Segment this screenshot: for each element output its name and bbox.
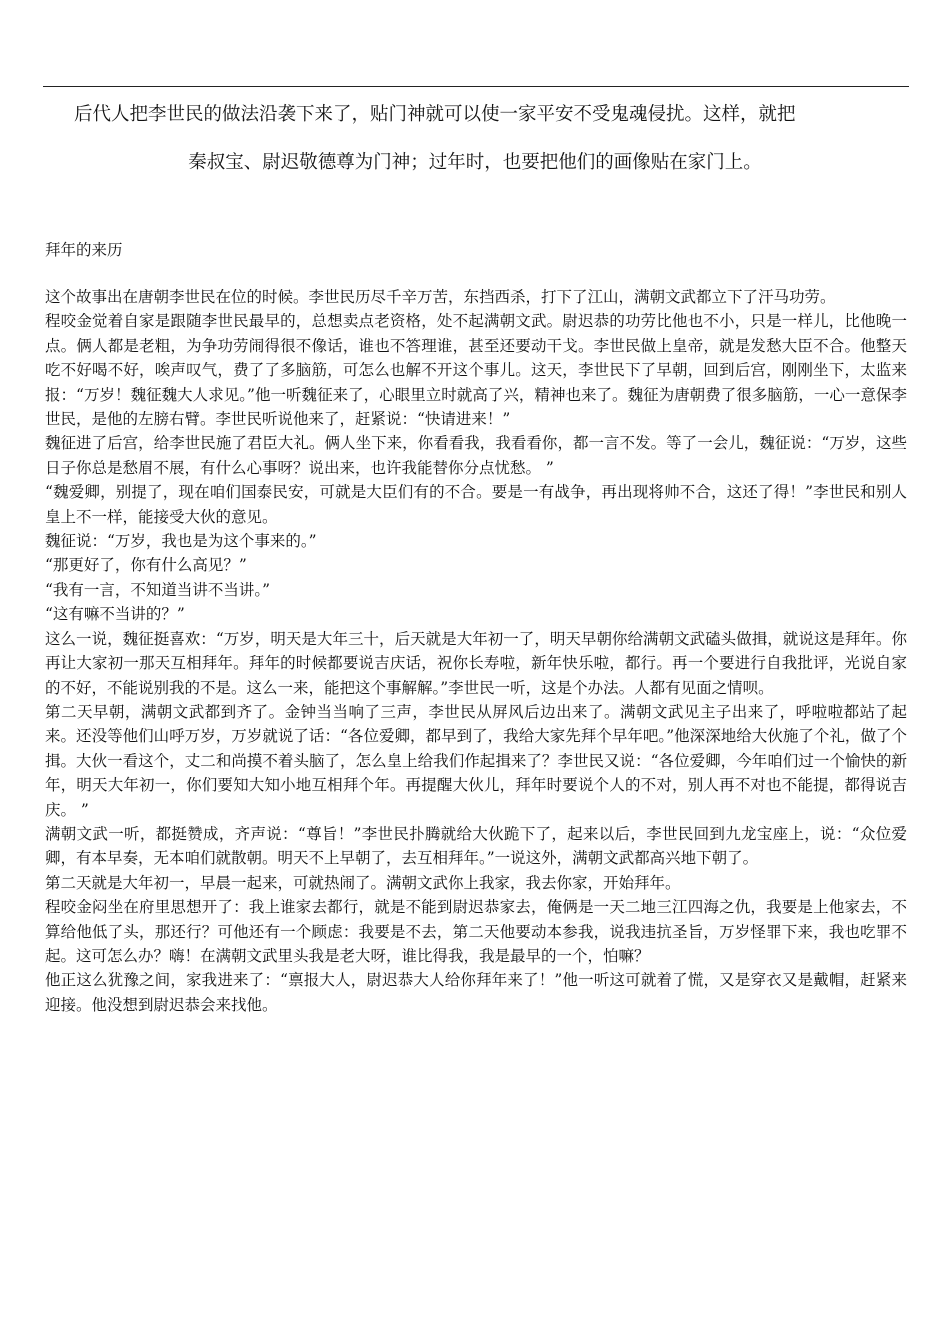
intro-line-1: 后代人把李世民的做法沿袭下来了，贴门神就可以使一家平安不受鬼魂侵扰。这样，就把 [74, 104, 796, 125]
paragraph: 这么一说，魏征挺喜欢：“万岁，明天是大年三十，后天就是大年初一了，明天早朝你给满朝文武磕头做揖，就说这是拜年。你再让大家初一那天互相拜年。拜年的时候都要说吉庆话，祝你长寿啦，新年快乐啦，都行。再一个要进行自我批评，光说自家的不好，不能说别我的不是。这么一来，能把这个事解解。”李世民一听，这是个办法。人都有见面之情呗。 [45, 629, 907, 697]
paragraph: 第二天早朝，满朝文武都到齐了。金钟当当响了三声，李世民从屏风后边出来了。满朝文武见主子出来了，呼啦啦都站了起来。还没等他们山呼万岁，万岁就说了话：“各位爱卿，都早到了，我给大家先拜个早年吧。”他深深地给大伙施了个礼，做了个揖。大伙一看这个，丈二和尚摸不着头脑了，怎么皇上给我们作起揖来了？李世民又说：“各位爱卿，今年咱们过一个愉快的新年，明天大年初一，你们要知大知小地互相拜个年。再提醒大伙儿，拜年时要说个人的不对，别人再不对也不能提，都得说吉庆。 ” [45, 702, 907, 819]
paragraph: 程咬金闷坐在府里思想开了：我上谁家去都行，就是不能到尉迟恭家去，俺俩是一天二地三江四海之仇，我要是上他家去，不算给他低了头，那还行？可他还有一个顾虑：我要是不去，第二天他要动本参我，说我违抗圣旨，万岁怪罪下来，我也吃罪不起。这可怎么办？嗨！在满朝文武里头我是老大呀，谁比得我，我是最早的一个，怕嘛？ [45, 898, 907, 965]
paragraph: 程咬金觉着自家是跟随李世民最早的，总想卖点老资格，处不起满朝文武。尉迟恭的功劳比他也不小，只是一样儿，比他晚一点。俩人都是老粗，为争功劳闹得很不像话，谁也不答理谁，甚至还要动干戈。李世民做上皇帝，就是发愁大臣不合。他整天吃不好喝不好，唉声叹气，费了了多脑筋，可怎么也解不开这个事儿。这天，李世民下了早朝，回到后宫，刚刚坐下，太监来报：“万岁！魏征魏大人求见。”他一听魏征来了，心眼里立时就高了兴，精神也来了。魏征为唐朝费了很多脑筋，一心一意保李世民，是他的左膀右臂。李世民听说他来了，赶紧说：“快请进来！” [45, 312, 907, 429]
top-divider-line [43, 86, 909, 87]
paragraph: 第二天就是大年初一，早晨一起来，可就热闹了。满朝文武你上我家，我去你家，开始拜年。 [45, 873, 681, 892]
paragraph: 魏征进了后宫，给李世民施了君臣大礼。俩人坐下来，你看看我，我看看你，都一言不发。等了一会儿，魏征说：“万岁，这些日子你总是愁眉不展，有什么心事呀？说出来，也许我能替你分点忧愁。 ” [45, 434, 907, 477]
paragraph: 他正这么犹豫之间，家我进来了：“禀报大人，尉迟恭大人给你拜年来了！”他一听这可就着了慌，又是穿衣又是戴帽，赶紧来迎接。他没想到尉迟恭会来找他。 [45, 971, 907, 1014]
paragraph: 魏征说：“万岁，我也是为这个事来的。” [45, 532, 317, 551]
intro-line-2: 秦叔宝、尉迟敬德尊为门神；过年时，也要把他们的画像贴在家门上。 [188, 152, 762, 173]
story-body [45, 285, 907, 1017]
paragraph: “那更好了，你有什么高见？” [45, 556, 247, 575]
paragraph: “这有嘛不当讲的？” [45, 605, 185, 624]
paragraph: “我有一言，不知道当讲不当讲。” [45, 580, 271, 599]
paragraph: 这个故事出在唐朝李世民在位的时候。李世民历尽千辛万苦，东挡西杀，打下了江山，满朝文武都立下了汗马功劳。 [45, 288, 836, 306]
paragraph: 满朝文武一听，都挺赞成，齐声说：“尊旨！”李世民扑腾就给大伙跪下了，起来以后，李世民回到九龙宝座上，说：“众位爱卿，有本早奏，无本咱们就散朝。明天不上早朝了，去互相拜年。”一说这外，满朝文武都高兴地下朝了。 [45, 824, 907, 868]
paragraph: “魏爱卿，别提了，现在咱们国泰民安，可就是大臣们有的不合。要是一有战争，再出现将帅不合，这还了得！”李世民和别人皇上不一样，能接受大伙的意见。 [45, 483, 907, 526]
section-title: 拜年的来历 [45, 241, 123, 259]
